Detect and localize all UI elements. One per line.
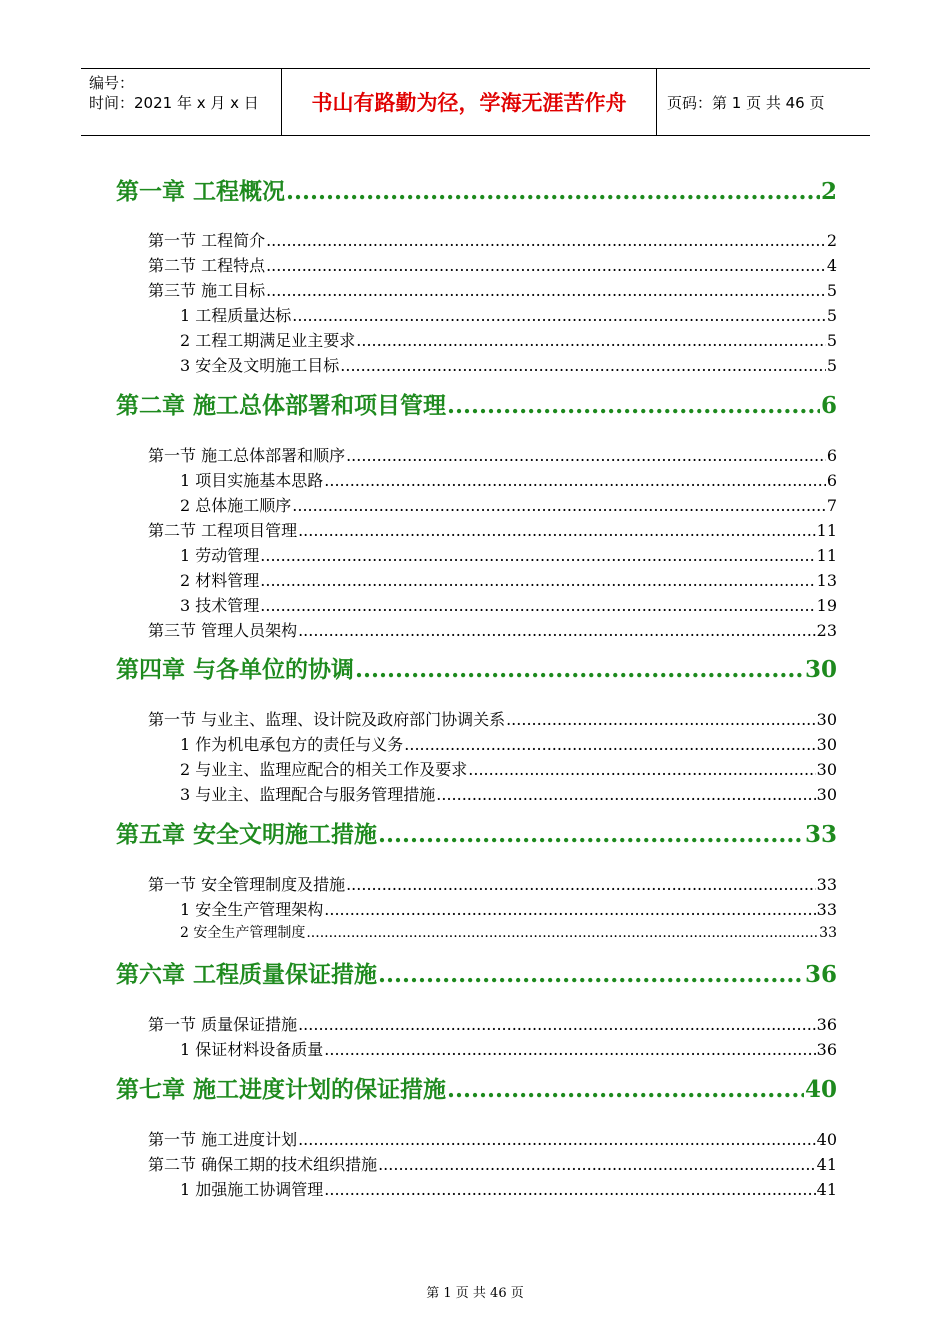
toc-entry-page: 6: [826, 446, 837, 465]
toc-entry-page: 40: [816, 1130, 837, 1149]
toc-entry-title: 第一节 质量保证措施: [148, 1015, 298, 1034]
toc-subsection-entry[interactable]: [180, 897, 837, 920]
toc-subsection-entry[interactable]: [180, 757, 837, 780]
toc-dot-leader: [340, 356, 826, 375]
toc-entry-title: 第六章 工程质量保证措施: [116, 961, 378, 988]
toc-dot-leader: [324, 471, 826, 490]
toc-section-entry[interactable]: [148, 253, 837, 276]
toc-dot-leader: [306, 925, 818, 941]
toc-entry-title: 1 劳动管理: [180, 546, 260, 565]
toc-entry-title: 2 安全生产管理制度: [180, 925, 306, 941]
toc-dot-leader: [292, 496, 826, 515]
toc-entry-page: 5: [826, 356, 837, 375]
toc-entry-title: 2 总体施工顺序: [180, 496, 292, 515]
toc-entry-page: 11: [816, 546, 837, 565]
toc-dot-leader: [266, 231, 826, 250]
toc-entry-page: 33: [816, 900, 837, 919]
toc-subsection-entry[interactable]: [180, 353, 837, 376]
toc-entry-title: 第一节 工程简介: [148, 231, 266, 250]
toc-entry-page: 4: [826, 256, 837, 275]
toc-entry-page: 30: [816, 735, 837, 754]
header-motto: 书山有路勤为径，学海无涯苦作舟: [281, 69, 657, 135]
toc-dot-leader: [378, 1155, 816, 1174]
toc-entry-title: 第一节 与业主、监理、设计院及政府部门协调关系: [148, 710, 506, 729]
toc-dot-leader: [298, 621, 816, 640]
page-footer: 第 1 页 共 46 页: [426, 1286, 524, 1301]
toc-entry-page: 41: [816, 1155, 837, 1174]
toc-dot-leader: [447, 1076, 804, 1103]
toc-subsection-entry[interactable]: [180, 1177, 837, 1200]
toc-entry-title: 2 工程工期满足业主要求: [180, 331, 356, 350]
toc-entry-title: 第二节 工程项目管理: [148, 521, 298, 540]
toc-entry-page: 41: [816, 1180, 837, 1199]
toc-subsection-entry[interactable]: [180, 493, 837, 516]
toc-subsection-entry[interactable]: [180, 568, 837, 591]
toc-chapter-entry[interactable]: [116, 1071, 837, 1104]
toc-entry-page: 11: [816, 521, 837, 540]
toc-entry-page: 33: [804, 821, 837, 848]
toc-subsection-entry[interactable]: [180, 1037, 837, 1060]
toc-dot-leader: [436, 785, 815, 804]
toc-chapter-entry[interactable]: [116, 816, 837, 849]
toc-subsection-entry[interactable]: [180, 468, 837, 491]
toc-entry-title: 第一章 工程概况: [116, 178, 286, 205]
toc-subsection-entry[interactable]: [180, 782, 837, 805]
toc-entry-page: 30: [804, 656, 837, 683]
toc-dot-leader: [468, 760, 815, 779]
toc-entry-title: 3 技术管理: [180, 596, 260, 615]
toc-entry-page: 36: [816, 1015, 837, 1034]
toc-entry-page: 36: [804, 961, 837, 988]
toc-entry-title: 第一节 施工进度计划: [148, 1130, 298, 1149]
toc-entry-title: 1 项目实施基本思路: [180, 471, 324, 490]
toc-section-entry[interactable]: [148, 872, 837, 895]
toc-subsection-entry[interactable]: [180, 593, 837, 616]
toc-dot-leader: [324, 1180, 815, 1199]
toc-dot-leader: [447, 392, 820, 419]
toc-chapter-entry[interactable]: [116, 956, 837, 989]
toc-entry-title: 2 材料管理: [180, 571, 260, 590]
toc-entry-page: 33: [819, 925, 837, 941]
toc-entry-title: 第一节 施工总体部署和顺序: [148, 446, 346, 465]
header-page-info: 页码：第 1 页 共 46 页: [667, 93, 825, 112]
toc-subsection-entry[interactable]: [180, 303, 837, 326]
toc-section-entry[interactable]: [148, 1152, 837, 1175]
toc-entry-title: 1 加强施工协调管理: [180, 1180, 324, 1199]
toc-dot-leader: [346, 875, 816, 894]
toc-dot-leader: [324, 1040, 815, 1059]
toc-section-entry[interactable]: [148, 618, 837, 641]
toc-entry-page: 5: [826, 281, 837, 300]
toc-section-entry[interactable]: [148, 707, 837, 730]
toc-dot-leader: [298, 1130, 816, 1149]
toc-section-entry[interactable]: [148, 443, 837, 466]
document-header: [81, 68, 870, 136]
toc-section-entry[interactable]: [148, 278, 837, 301]
toc-entry-title: 1 作为机电承包方的责任与义务: [180, 735, 404, 754]
toc-entry-title: 第七章 施工进度计划的保证措施: [116, 1076, 447, 1103]
toc-entry-page: 5: [826, 331, 837, 350]
document-date: 时间：2021 年 x 月 x 日: [89, 94, 259, 112]
toc-section-entry[interactable]: [148, 228, 837, 251]
toc-entry-page: 13: [816, 571, 837, 590]
toc-entry-page: 6: [820, 392, 837, 419]
toc-entry-page: 23: [816, 621, 837, 640]
toc-dot-leader: [260, 571, 815, 590]
toc-dot-leader: [266, 256, 826, 275]
toc-section-entry[interactable]: [148, 1127, 837, 1150]
toc-entry-title: 1 工程质量达标: [180, 306, 292, 325]
toc-dot-leader: [378, 961, 804, 988]
toc-dot-leader: [355, 656, 804, 683]
toc-dot-leader: [266, 281, 826, 300]
toc-entry-title: 第二节 确保工期的技术组织措施: [148, 1155, 378, 1174]
toc-dot-leader: [356, 331, 826, 350]
toc-entry-title: 1 保证材料设备质量: [180, 1040, 324, 1059]
toc-entry-page: 40: [804, 1076, 837, 1103]
toc-dot-leader: [298, 1015, 816, 1034]
toc-entry-title: 第一节 安全管理制度及措施: [148, 875, 346, 894]
toc-chapter-entry[interactable]: [116, 173, 837, 206]
toc-dot-leader: [260, 596, 815, 615]
toc-entry-title: 第二节 工程特点: [148, 256, 266, 275]
toc-subsection-entry[interactable]: [180, 543, 837, 566]
toc-entry-title: 1 安全生产管理架构: [180, 900, 324, 919]
toc-entry-title: 3 安全及文明施工目标: [180, 356, 340, 375]
toc-entry-title: 第三节 管理人员架构: [148, 621, 298, 640]
toc-subsection-entry[interactable]: [180, 732, 837, 755]
toc-dot-leader: [298, 521, 816, 540]
toc-entry-title: 3 与业主、监理配合与服务管理措施: [180, 785, 436, 804]
toc-entry-title: 第四章 与各单位的协调: [116, 656, 355, 683]
toc-subsection-entry[interactable]: [180, 922, 837, 942]
toc-entry-page: 33: [816, 875, 837, 894]
toc-dot-leader: [286, 178, 820, 205]
toc-dot-leader: [506, 710, 816, 729]
toc-entry-page: 6: [826, 471, 837, 490]
document-number: 编号：: [89, 74, 135, 92]
toc-entry-page: 5: [826, 306, 837, 325]
toc-dot-leader: [260, 546, 815, 565]
toc-dot-leader: [292, 306, 826, 325]
toc-entry-page: 30: [816, 785, 837, 804]
toc-entry-title: 2 与业主、监理应配合的相关工作及要求: [180, 760, 468, 779]
toc-entry-title: 第二章 施工总体部署和项目管理: [116, 392, 447, 419]
toc-entry-title: 第五章 安全文明施工措施: [116, 821, 378, 848]
toc-entry-page: 30: [816, 710, 837, 729]
toc-entry-page: 36: [816, 1040, 837, 1059]
toc-chapter-entry[interactable]: [116, 651, 837, 684]
toc-section-entry[interactable]: [148, 1012, 837, 1035]
toc-section-entry[interactable]: [148, 518, 837, 541]
toc-dot-leader: [346, 446, 826, 465]
header-meta: [81, 69, 281, 135]
toc-entry-page: 19: [816, 596, 837, 615]
toc-entry-page: 2: [820, 178, 837, 205]
toc-entry-page: 30: [816, 760, 837, 779]
toc-dot-leader: [324, 900, 815, 919]
toc-dot-leader: [378, 821, 804, 848]
toc-subsection-entry[interactable]: [180, 328, 837, 351]
toc-entry-page: 2: [826, 231, 837, 250]
toc-entry-title: 第三节 施工目标: [148, 281, 266, 300]
toc-chapter-entry[interactable]: [116, 387, 837, 420]
toc-entry-page: 7: [826, 496, 837, 515]
toc-dot-leader: [404, 735, 815, 754]
